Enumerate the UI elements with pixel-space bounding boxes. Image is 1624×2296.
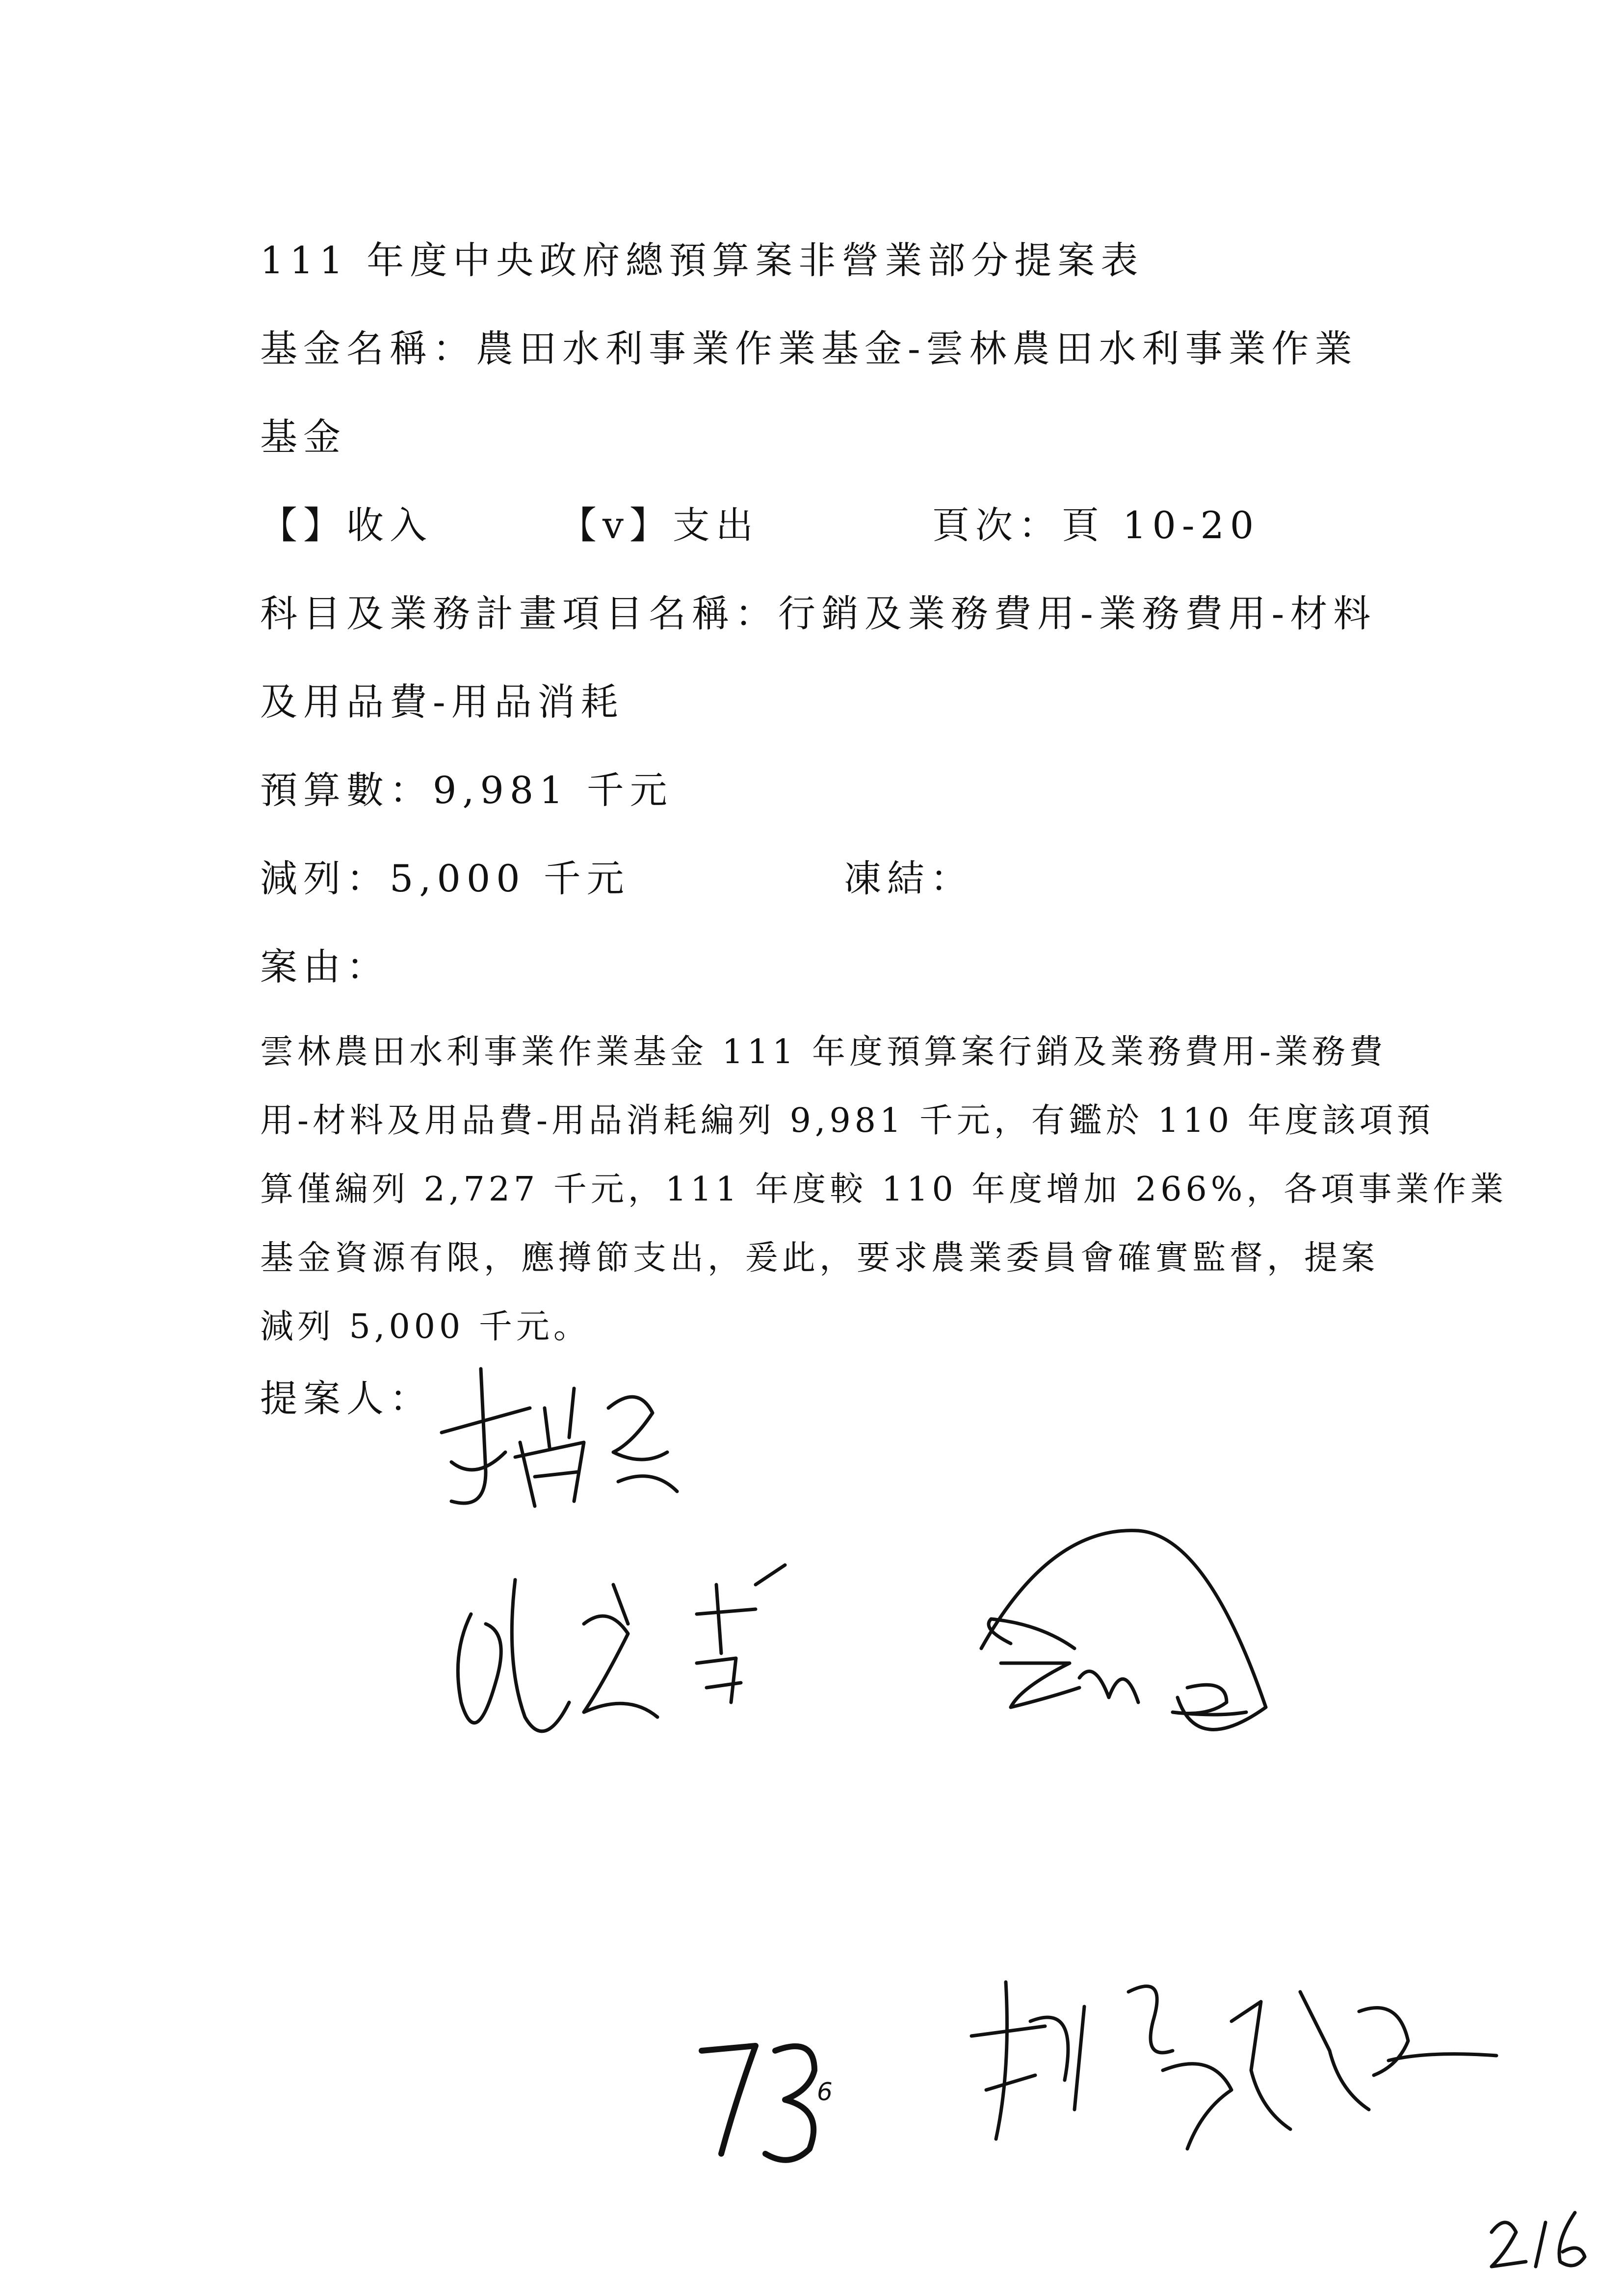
fund-name-line-2: 基金	[260, 415, 346, 459]
reason-line-4: 基金資源有限，應撙節支出，爰此，要求農業委員會確實監督，提案	[260, 1239, 1379, 1278]
item-name-line-2: 及用品費-用品消耗	[260, 680, 624, 724]
proposal-title: 111 年度中央政府總預算案非營業部分提案表	[260, 238, 1144, 282]
fund-name-line-1: 基金名稱：農田水利事業作業基金-雲林農田水利事業作業	[260, 327, 1358, 370]
reason-label: 案由：	[260, 945, 390, 989]
expense-checkbox-label: 【v】支出	[559, 503, 759, 547]
reason-line-2: 用-材料及用品費-用品消耗編列 9,981 千元，有鑑於 110 年度該項預	[260, 1101, 1434, 1140]
signature-4	[957, 1962, 1521, 2170]
budget-amount: 預算數：9,981 千元	[260, 768, 673, 812]
page-reference: 頁次：頁 10-20	[932, 503, 1260, 547]
reason-line-1: 雲林農田水利事業作業基金 111 年度預算案行銷及業務費用-業務費	[260, 1033, 1387, 1071]
handwritten-page	[1482, 2203, 1604, 2278]
signature-3	[952, 1501, 1325, 1768]
income-checkbox-label: 【】收入	[260, 503, 433, 547]
signature-2	[442, 1555, 883, 1763]
item-name-line-1: 科目及業務計畫項目名稱：行銷及業務費用-業務費用-材料	[260, 592, 1377, 635]
signature-1	[422, 1354, 697, 1542]
printed-page-fragment: 6	[817, 2078, 833, 2106]
handwritten-number	[692, 2031, 829, 2170]
reason-line-5: 減列 5,000 千元。	[260, 1307, 591, 1346]
freeze-amount: 凍結：	[844, 857, 973, 900]
reduction-amount: 減列：5,000 千元	[260, 857, 630, 900]
proposer-label: 提案人：	[260, 1377, 433, 1420]
reason-line-3: 算僅編列 2,727 千元，111 年度較 110 年度增加 266%，各項事業作業	[260, 1170, 1508, 1209]
